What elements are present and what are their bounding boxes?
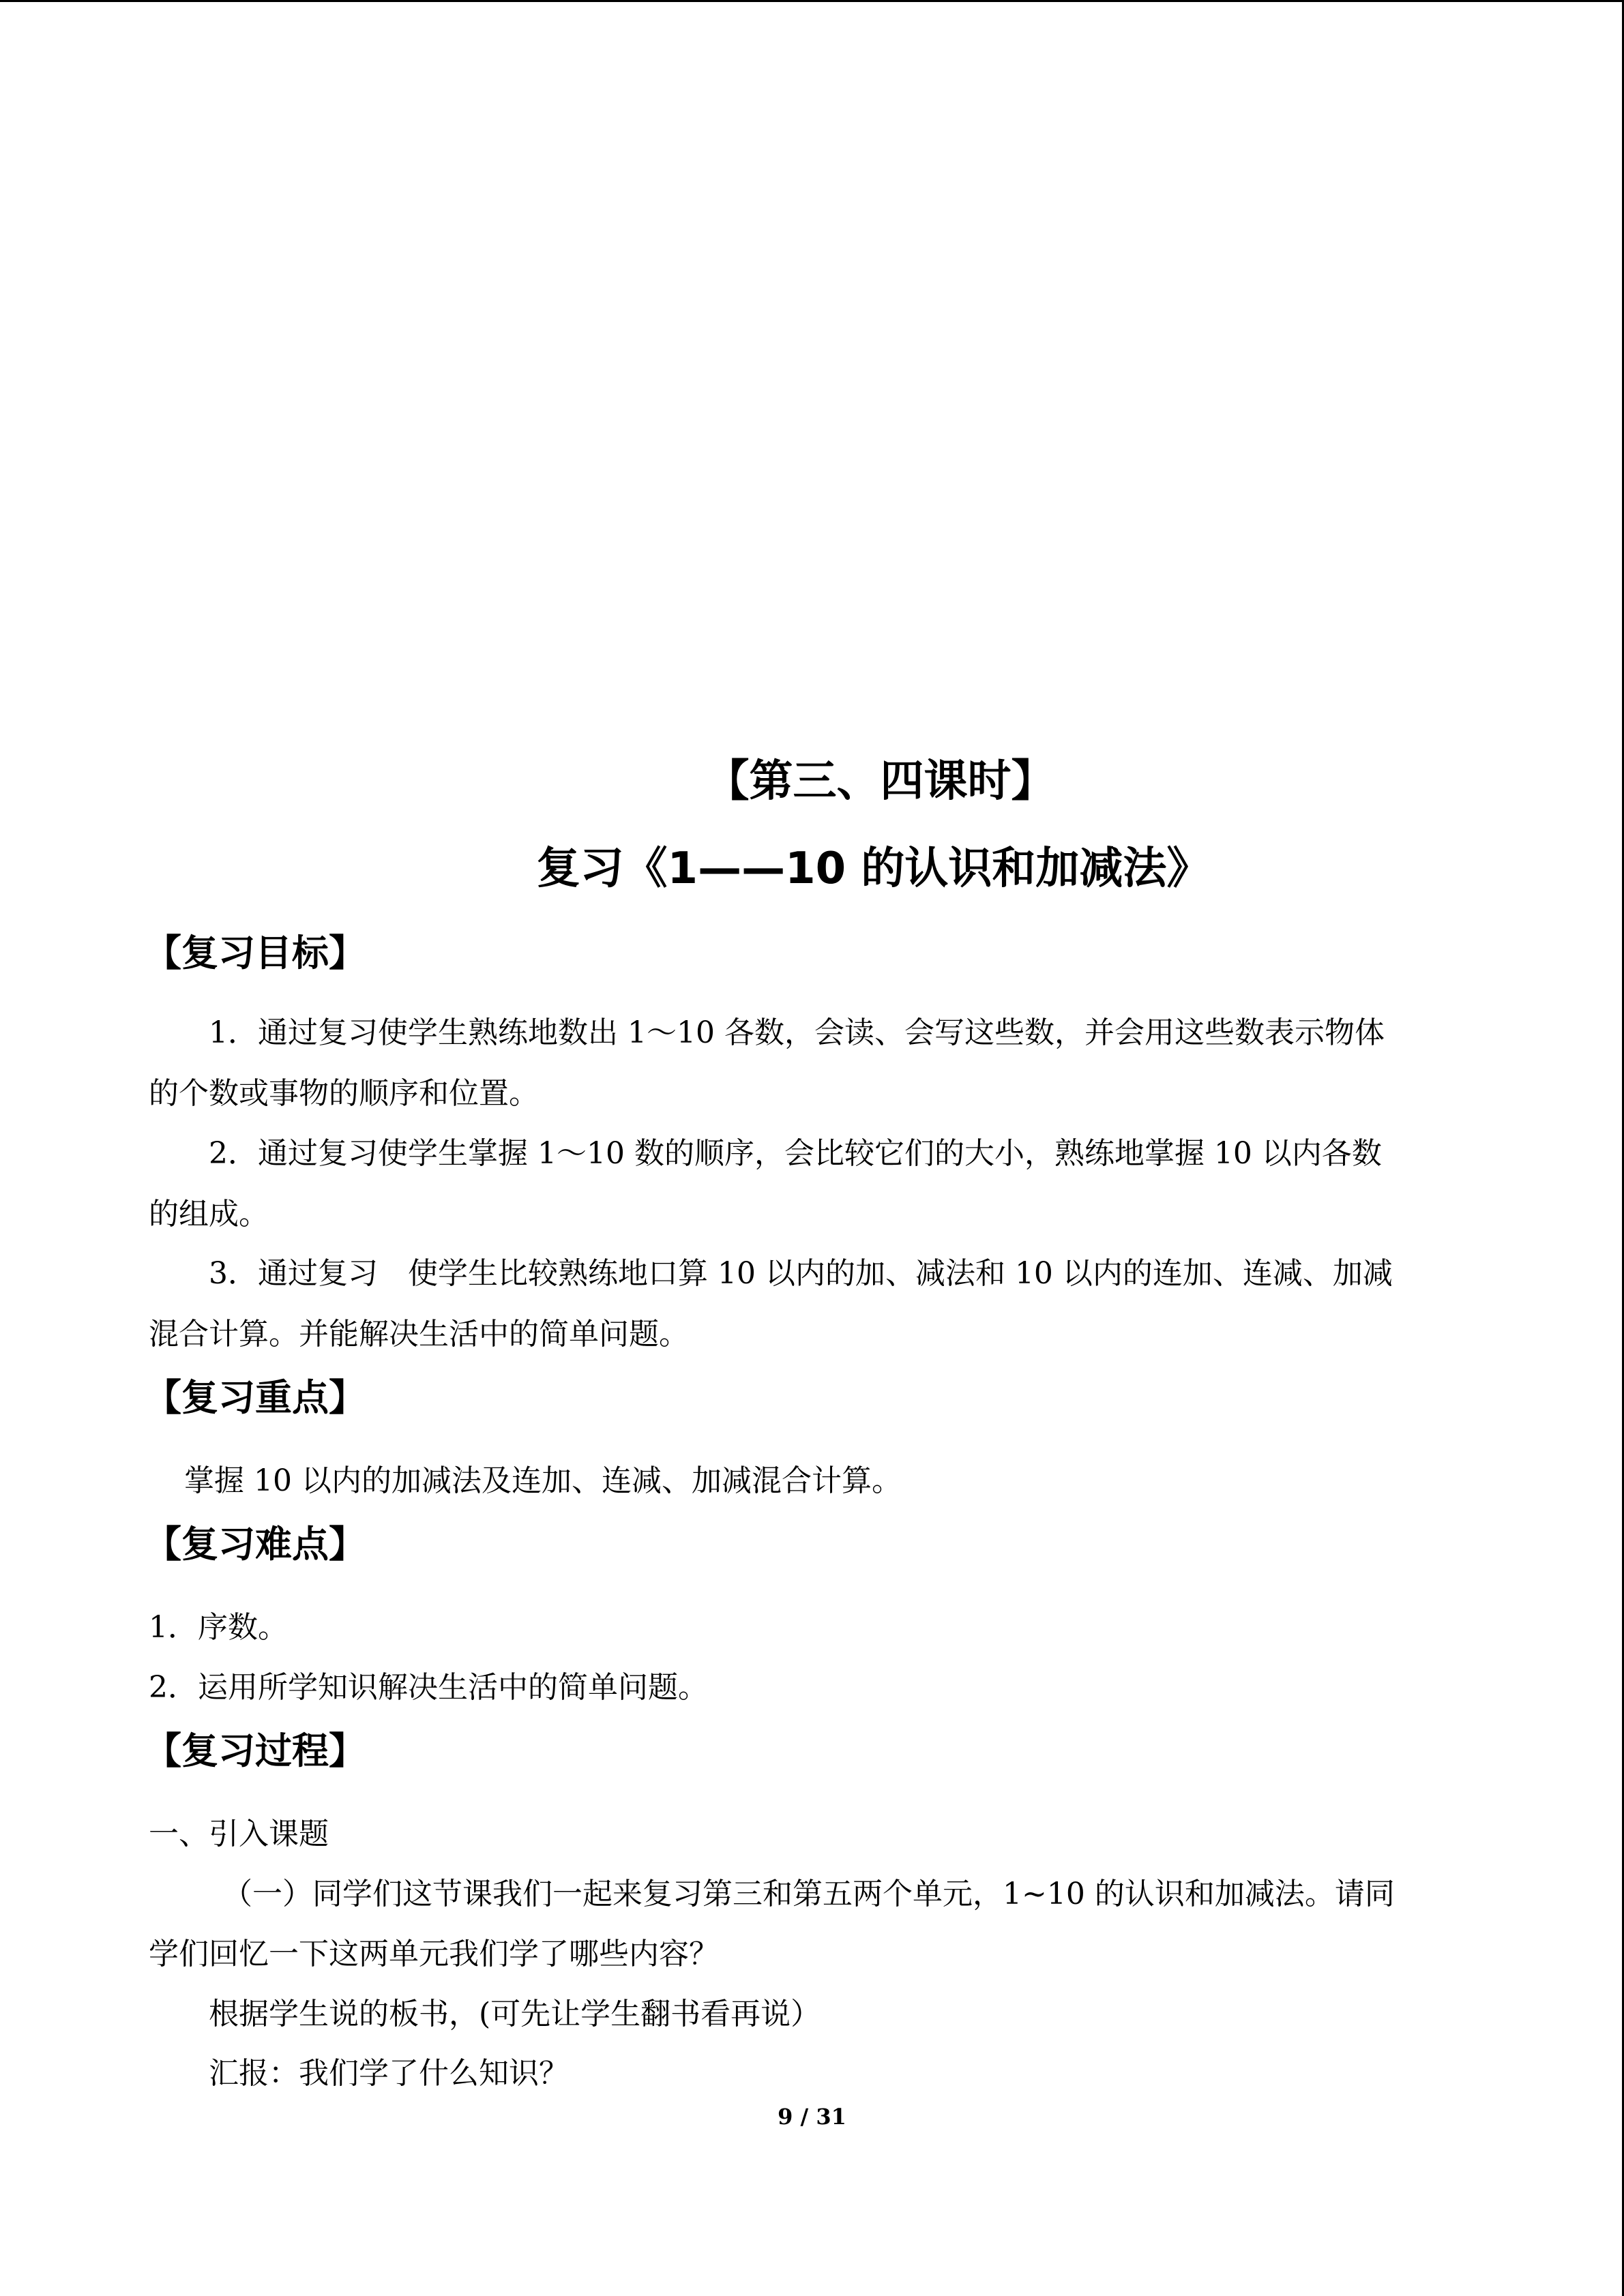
process-line-2: （一）同学们这节课我们一起来复习第三和第五两个单元，1~10 的认识和加减法。请同 [222, 1877, 1395, 1911]
process-line-1: 一、引入课题 [149, 1817, 329, 1851]
process-line-5: 汇报：我们学了什么知识？ [209, 2056, 569, 2091]
objectives-line-1: 1．通过复习使学生熟练地数出 1～10 各数，会读、会写这些数，并会用这些数表示物体 [209, 1015, 1385, 1050]
process-line-4: 根据学生说的板书，(可先让学生翻书看再说） [209, 1997, 821, 2031]
key-points-heading: 【复习重点】 [145, 1376, 366, 1419]
objectives-line-4: 的组成。 [149, 1197, 269, 1232]
key-points-line-1: 掌握 10 以内的加减法及连加、连减、加减混合计算。 [184, 1463, 902, 1498]
objectives-line-2: 的个数或事物的顺序和位置。 [149, 1076, 539, 1111]
objectives-line-3: 2．通过复习使学生掌握 1～10 数的顺序，会比较它们的大小，熟练地掌握 10 以内各数 [209, 1136, 1382, 1171]
lesson-title: 复习《1——10 的认识和加减法》 [536, 844, 1211, 894]
difficulties-line-2: 2．运用所学知识解决生活中的简单问题。 [149, 1670, 708, 1705]
page-number: 9 / 31 [778, 2104, 846, 2130]
process-line-3: 学们回忆一下这两单元我们学了哪些内容？ [149, 1937, 719, 1971]
objectives-line-5: 3．通过复习 使学生比较熟练地口算 10 以内的加、减法和 10 以内的连加、连减、加减 [209, 1256, 1393, 1291]
difficulties-heading: 【复习难点】 [145, 1523, 366, 1566]
objectives-heading: 【复习目标】 [145, 931, 366, 974]
process-heading: 【复习过程】 [145, 1729, 366, 1772]
lesson-period-title: 【第三、四课时】 [705, 756, 1055, 807]
objectives-line-6: 混合计算。并能解决生活中的简单问题。 [149, 1317, 689, 1352]
difficulties-line-1: 1．序数。 [149, 1610, 288, 1645]
